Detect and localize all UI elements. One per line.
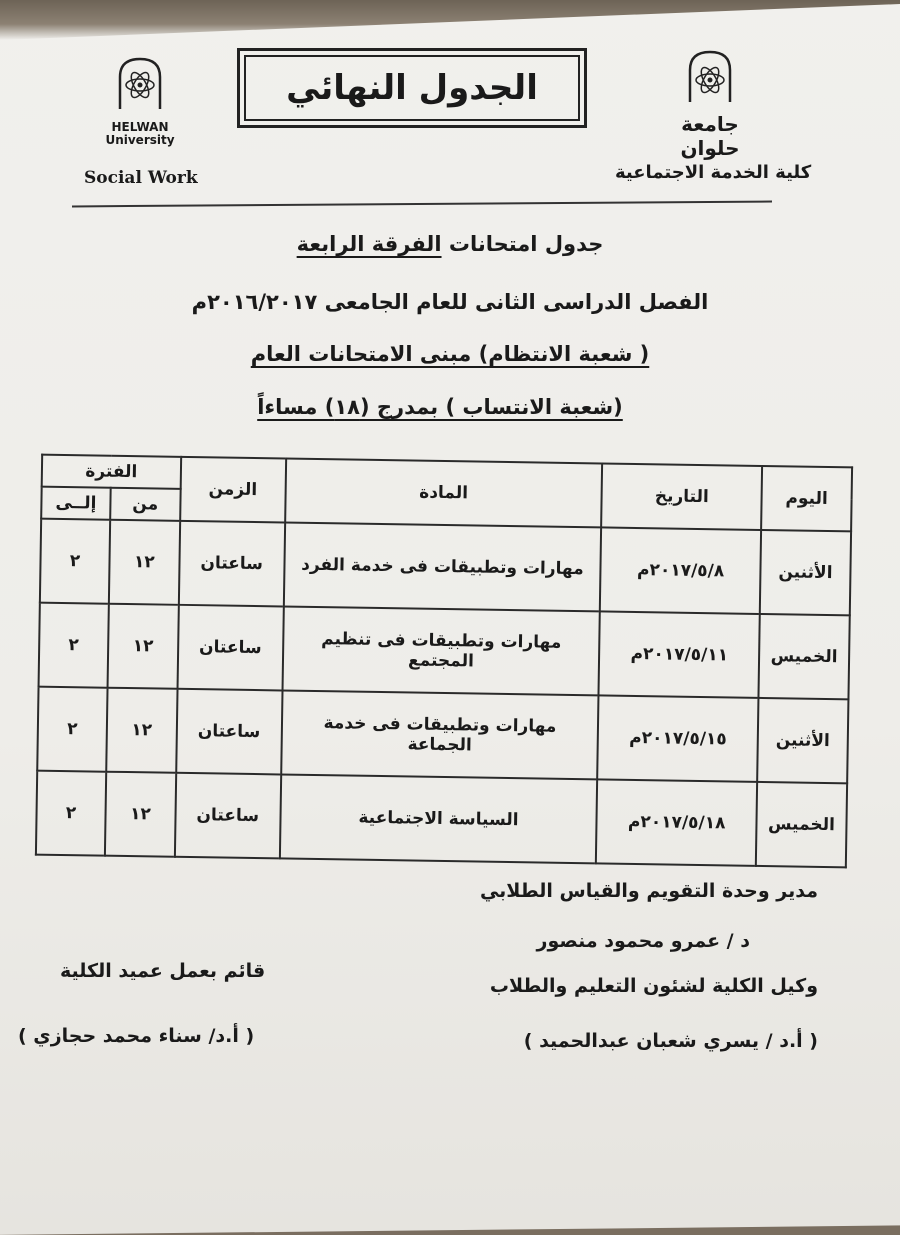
signatory-name-dean: ( أ.د/ سناء محمد حجازي ): [18, 1025, 255, 1047]
university-name-ar: جامعة حلوان: [680, 112, 740, 160]
header-from: من: [110, 488, 180, 521]
cell-from: ١٢: [109, 520, 180, 605]
table-row: [39, 603, 850, 700]
helwan-logo-en: [100, 55, 180, 147]
cell-duration: ساعتان: [179, 521, 285, 607]
cell-to: ٢: [40, 519, 110, 604]
cell-day: الأثنين: [757, 698, 848, 783]
department-name-ar: كلية الخدمة الاجتماعية: [615, 162, 812, 183]
helwan-logo-ar: [655, 48, 765, 160]
cell-subject: مهارات وتطبيقات فى تنظيم المجتمع: [282, 606, 600, 695]
table-row: [40, 519, 851, 616]
cell-day: الخميس: [759, 614, 850, 699]
cell-date: ٢٠١٧/٥/٨م: [600, 527, 761, 613]
cell-date: ٢٠١٧/٥/١٨م: [596, 779, 757, 865]
cell-to: ٢: [37, 687, 107, 772]
cell-duration: ساعتان: [176, 689, 282, 775]
table-row: [36, 771, 847, 868]
heading-line1-prefix: جدول امتحانات: [441, 232, 604, 256]
page-title: الجدول النهائي: [244, 55, 580, 121]
cell-date: ٢٠١٧/٥/١٥م: [598, 695, 759, 781]
header-day: اليوم: [761, 466, 852, 531]
header-to: إلــى: [41, 487, 110, 520]
header-date: التاريخ: [601, 463, 762, 530]
cell-date: ٢٠١٧/٥/١١م: [599, 611, 760, 697]
header-duration: الزمن: [180, 457, 286, 523]
atom-emblem-icon: [682, 48, 738, 104]
heading-line1: [260, 232, 640, 256]
header-period: الفترة: [42, 455, 181, 489]
signatory-title-evaluation-unit: مدير وحدة التقويم والقياس الطلابي: [479, 880, 818, 902]
cell-day: الخميس: [756, 782, 847, 867]
cell-subject: السياسة الاجتماعية: [279, 774, 597, 863]
cell-subject: مهارات وتطبيقات فى خدمة الفرد: [283, 522, 601, 611]
signatory-title-vice-dean: وكيل الكلية لشئون التعليم والطلاب: [489, 975, 818, 997]
cell-duration: ساعتان: [175, 773, 281, 859]
cell-to: ٢: [36, 771, 106, 856]
cell-to: ٢: [39, 603, 109, 688]
signatory-name-evaluation-unit: د / عمرو محمود منصور: [536, 930, 750, 952]
cell-from: ١٢: [108, 604, 179, 689]
heading-line2: الفصل الدراسى الثانى للعام الجامعى ٢٠١٦/٢٠١٧م: [191, 290, 709, 314]
cell-from: ١٢: [105, 772, 176, 857]
university-name-en: [100, 121, 180, 147]
title-frame: [237, 48, 587, 128]
atom-emblem-icon: [112, 55, 168, 111]
cell-day: الأثنين: [760, 530, 851, 615]
heading-line1-class: الفرقة الرابعة: [296, 232, 442, 256]
signatory-title-dean: قائم بعمل عميد الكلية: [60, 960, 266, 982]
university-name-line2: University: [105, 133, 175, 147]
header-subject: المادة: [285, 458, 603, 527]
cell-duration: ساعتان: [177, 605, 283, 691]
university-name-line1: HELWAN: [111, 120, 169, 134]
heading-line4: (شعبة الانتساب ) بمدرج (١٨) مساءاً: [257, 395, 623, 419]
department-name-en: Social Work: [84, 168, 198, 188]
exam-schedule-table: [35, 454, 853, 869]
heading-line3: ( شعبة الانتظام) مبنى الامتحانات العام: [250, 342, 650, 366]
signatory-name-vice-dean: ( أ.د / يسري شعبان عبدالحميد ): [523, 1030, 818, 1052]
cell-subject: مهارات وتطبيقات فى خدمة الجماعة: [281, 690, 599, 779]
cell-from: ١٢: [106, 688, 177, 773]
table-row: [37, 687, 848, 784]
